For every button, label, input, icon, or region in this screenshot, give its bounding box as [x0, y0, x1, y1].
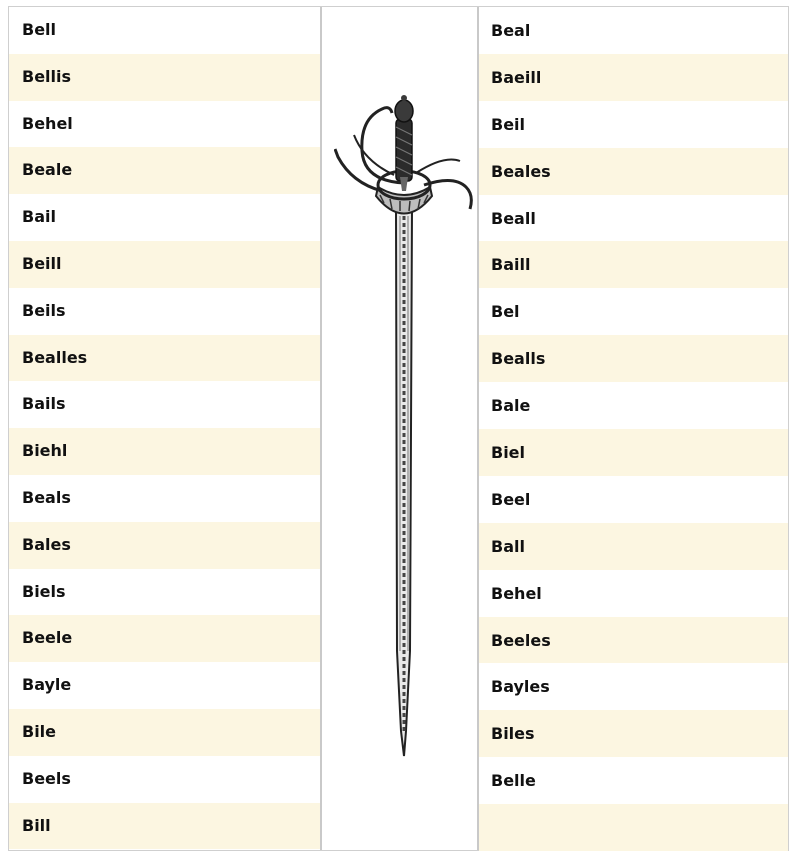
name-cell: Beel [479, 476, 788, 523]
name-cell: Beale [9, 147, 320, 194]
name-cell: Bayle [9, 662, 320, 709]
name-cell: Bell [9, 7, 320, 54]
name-cell: Behel [479, 570, 788, 617]
name-cell: Biles [479, 710, 788, 757]
name-cell: Bale [479, 382, 788, 429]
name-cell: Biehl [9, 428, 320, 475]
name-cell: Beils [9, 288, 320, 335]
name-cell: Beele [9, 615, 320, 662]
illustration-column [322, 7, 477, 850]
name-cell: Beals [9, 475, 320, 522]
name-cell: Beal [479, 7, 788, 54]
name-cell: Baeill [479, 54, 788, 101]
name-cell: Beil [479, 101, 788, 148]
right-name-column [477, 7, 788, 850]
name-cell: Beeles [479, 617, 788, 664]
name-cell: Bel [479, 288, 788, 335]
name-cell: Bile [9, 709, 320, 756]
name-cell [479, 804, 788, 851]
name-cell: Behel [9, 101, 320, 148]
name-cell: Bails [9, 381, 320, 428]
name-cell: Bail [9, 194, 320, 241]
name-cell: Beales [479, 148, 788, 195]
name-cell: Ball [479, 523, 788, 570]
name-cell: Beill [9, 241, 320, 288]
name-cell: Beall [479, 195, 788, 242]
name-cell: Bales [9, 522, 320, 569]
rapier-sword-icon [334, 91, 474, 761]
name-cell: Belle [479, 757, 788, 804]
name-cell: Baill [479, 241, 788, 288]
name-variants-table [8, 6, 789, 851]
left-name-column [9, 7, 322, 850]
name-cell: Bealls [479, 335, 788, 382]
name-cell: Bellis [9, 54, 320, 101]
name-cell: Bayles [479, 663, 788, 710]
name-cell: Biels [9, 569, 320, 616]
name-cell: Biel [479, 429, 788, 476]
name-cell: Bealles [9, 335, 320, 382]
name-cell: Beels [9, 756, 320, 803]
name-cell: Bill [9, 803, 320, 850]
